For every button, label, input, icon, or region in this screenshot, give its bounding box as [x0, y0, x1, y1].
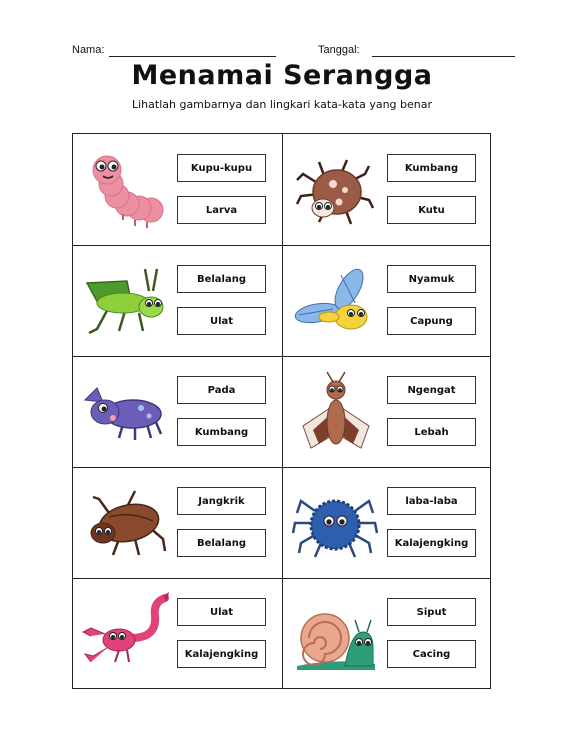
- answer-option[interactable]: Ulat: [177, 307, 266, 335]
- name-field[interactable]: [109, 56, 276, 57]
- answer-option[interactable]: laba-laba: [387, 487, 476, 515]
- question-cell: [283, 134, 492, 245]
- question-cell: [283, 356, 492, 467]
- spider-icon: [289, 477, 381, 567]
- worksheet-grid: [72, 133, 491, 689]
- answer-option[interactable]: Ngengat: [387, 376, 476, 404]
- moth-icon: [289, 366, 381, 456]
- answer-option[interactable]: Jangkrik: [177, 487, 266, 515]
- question-cell: [283, 578, 492, 689]
- tick-icon: [289, 144, 381, 234]
- question-cell: [73, 245, 282, 356]
- question-cell: [283, 467, 492, 578]
- caterpillar-icon: [79, 144, 171, 234]
- answer-option[interactable]: Kumbang: [387, 154, 476, 182]
- name-label: Nama:: [72, 44, 105, 56]
- answer-option[interactable]: Cacing: [387, 640, 476, 668]
- instruction-text: Lihatlah gambarnya dan lingkari kata-kata yang benar: [131, 98, 433, 111]
- answer-option[interactable]: Kalajengking: [387, 529, 476, 557]
- question-cell: [283, 245, 492, 356]
- answer-option[interactable]: Pada: [177, 376, 266, 404]
- answer-option[interactable]: Belalang: [177, 529, 266, 557]
- cricket-icon: [79, 477, 171, 567]
- beetle-icon: [79, 366, 171, 456]
- question-cell: [73, 134, 282, 245]
- page-title: Menamai Serangga: [131, 60, 433, 91]
- answer-option[interactable]: Kupu-kupu: [177, 154, 266, 182]
- question-cell: [73, 467, 282, 578]
- dragonfly-icon: [289, 255, 381, 345]
- answer-option[interactable]: Lebah: [387, 418, 476, 446]
- scorpion-icon: [79, 588, 171, 678]
- answer-option[interactable]: Larva: [177, 196, 266, 224]
- answer-option[interactable]: Nyamuk: [387, 265, 476, 293]
- answer-option[interactable]: Kumbang: [177, 418, 266, 446]
- answer-option[interactable]: Kalajengking: [177, 640, 266, 668]
- date-label: Tanggal:: [318, 44, 360, 56]
- answer-option[interactable]: Capung: [387, 307, 476, 335]
- date-field[interactable]: [372, 56, 515, 57]
- question-cell: [73, 578, 282, 689]
- answer-option[interactable]: Ulat: [177, 598, 266, 626]
- answer-option[interactable]: Belalang: [177, 265, 266, 293]
- question-cell: [73, 356, 282, 467]
- grasshopper-icon: [79, 255, 171, 345]
- answer-option[interactable]: Kutu: [387, 196, 476, 224]
- answer-option[interactable]: Siput: [387, 598, 476, 626]
- snail-icon: [289, 588, 381, 678]
